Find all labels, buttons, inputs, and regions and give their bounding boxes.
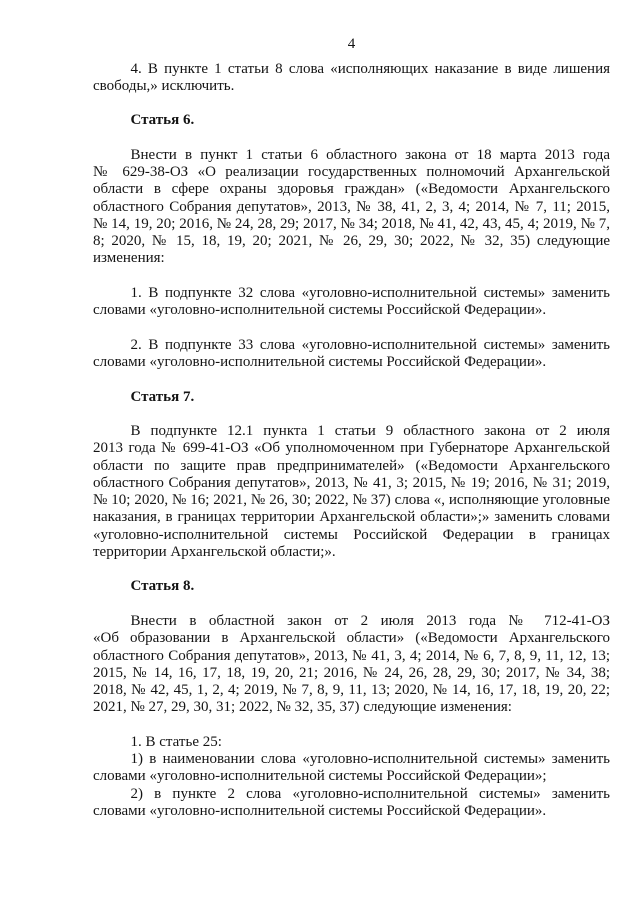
- heading-text: Статья 8.: [130, 578, 195, 595]
- text-line: 2013 года № 699-41-ОЗ «Об уполномоченном при Губернаторе Архангельской: [93, 440, 610, 457]
- item-title: 1. В статье 25:: [130, 733, 222, 750]
- article-6-heading: [93, 112, 610, 129]
- article-8-item-1: [93, 734, 610, 820]
- document-body: [93, 61, 610, 821]
- paragraph-item-4: [93, 61, 610, 96]
- article-6-item-2: [93, 337, 610, 372]
- text-line: наказания, в границах территории Архангельской области»;» заменить словами: [93, 509, 610, 526]
- text-line: 8; 2020, № 15, 18, 19, 20; 2021, № 26, 29, 30; 2022, № 32, 35) следующие: [93, 233, 610, 250]
- text-line: В подпункте 12.1 пункта 1 статьи 9 областного закона от 2 июля: [130, 423, 610, 440]
- text-line: 2. В подпункте 33 слова «уголовно-исполнительной системы» заменить: [130, 336, 610, 353]
- text-line: словами «уголовно-исполнительной системы Российской Федерации».: [93, 354, 547, 371]
- text-line: области по защите прав предпринимателей» («Ведомости Архангельского: [93, 457, 610, 474]
- text-line: словами «уголовно-исполнительной системы Российской Федерации»;: [93, 768, 547, 785]
- text-line: областного Собрания депутатов», 2013, № 41, 3, 4; 2014, № 6, 7, 8, 9, 11, 12, 13;: [93, 647, 610, 664]
- article-8-intro: [93, 613, 610, 717]
- text-line: области в сфере охраны здоровья граждан» («Ведомости Архангельского: [93, 181, 610, 198]
- page-number: 4: [347, 36, 356, 52]
- heading-text: Статья 6.: [130, 112, 195, 129]
- text-line: 1. В подпункте 32 слова «уголовно-исполнительной системы» заменить: [130, 284, 610, 301]
- text-line: 2015, № 14, 16, 17, 18, 19, 20, 21; 2016, № 24, 26, 28, 29, 30; 2017, № 34, 38;: [93, 664, 610, 681]
- article-7-heading: [93, 389, 610, 406]
- text-line: областного Собрания депутатов», 2013, № 38, 41, 2, 3, 4; 2014, № 7, 11; 2015,: [93, 198, 610, 215]
- text-line: словами «уголовно-исполнительной системы Российской Федерации».: [93, 802, 547, 819]
- text-line: Внести в областной закон от 2 июля 2013 года № 712-41-ОЗ: [130, 613, 610, 629]
- heading-text: Статья 7.: [130, 388, 195, 405]
- text-line: словами «уголовно-исполнительной системы Российской Федерации».: [93, 302, 547, 319]
- text-line: 2) в пункте 2 слова «уголовно-исполнительной системы» заменить: [130, 785, 610, 802]
- text-line: Внести в пункт 1 статьи 6 областного закона от 18 марта 2013 года: [130, 146, 610, 163]
- text-line: территории Архангельской области;».: [93, 543, 336, 560]
- article-8-heading: [93, 578, 610, 595]
- article-6-item-1: [93, 285, 610, 320]
- text-line: «уголовно-исполнительной системы Российской Федерации в границах: [93, 526, 610, 543]
- text-line: 4. В пункте 1 статьи 8 слова «исполняющих наказание в виде лишения: [130, 60, 610, 77]
- text-line: № 10; 2020, № 16; 2021, № 26, 30; 2022, № 37) слова «, исполняющие уголовные: [93, 492, 610, 509]
- article-6-intro: [93, 147, 610, 268]
- text-line: № 629-38-ОЗ «О реализации государственных полномочий Архангельской: [93, 164, 610, 181]
- article-7-body: [93, 423, 610, 561]
- text-line: 2021, № 27, 29, 30, 31; 2022, № 32, 35, 37) следующие изменения:: [93, 699, 512, 716]
- text-line: свободы,» исключить.: [93, 77, 235, 94]
- text-line: 2018, № 42, 45, 1, 2, 4; 2019, № 7, 8, 9, 11, 13; 2020, № 14, 16, 17, 18, 19, 20, 22;: [93, 682, 610, 699]
- text-line: «Об образовании в Архангельской области» («Ведомости Архангельского: [93, 630, 610, 647]
- text-line: № 14, 19, 20; 2016, № 24, 28, 29; 2017, № 34; 2018, № 41, 42, 43, 45, 4; 2019, № 7,: [93, 215, 610, 232]
- text-line: изменения:: [93, 250, 165, 267]
- text-line: 1) в наименовании слова «уголовно-исполнительной системы» заменить: [130, 751, 610, 768]
- text-line: областного Собрания депутатов», 2013, № 41, 3; 2015, № 19; 2016, № 31; 2019,: [93, 474, 610, 491]
